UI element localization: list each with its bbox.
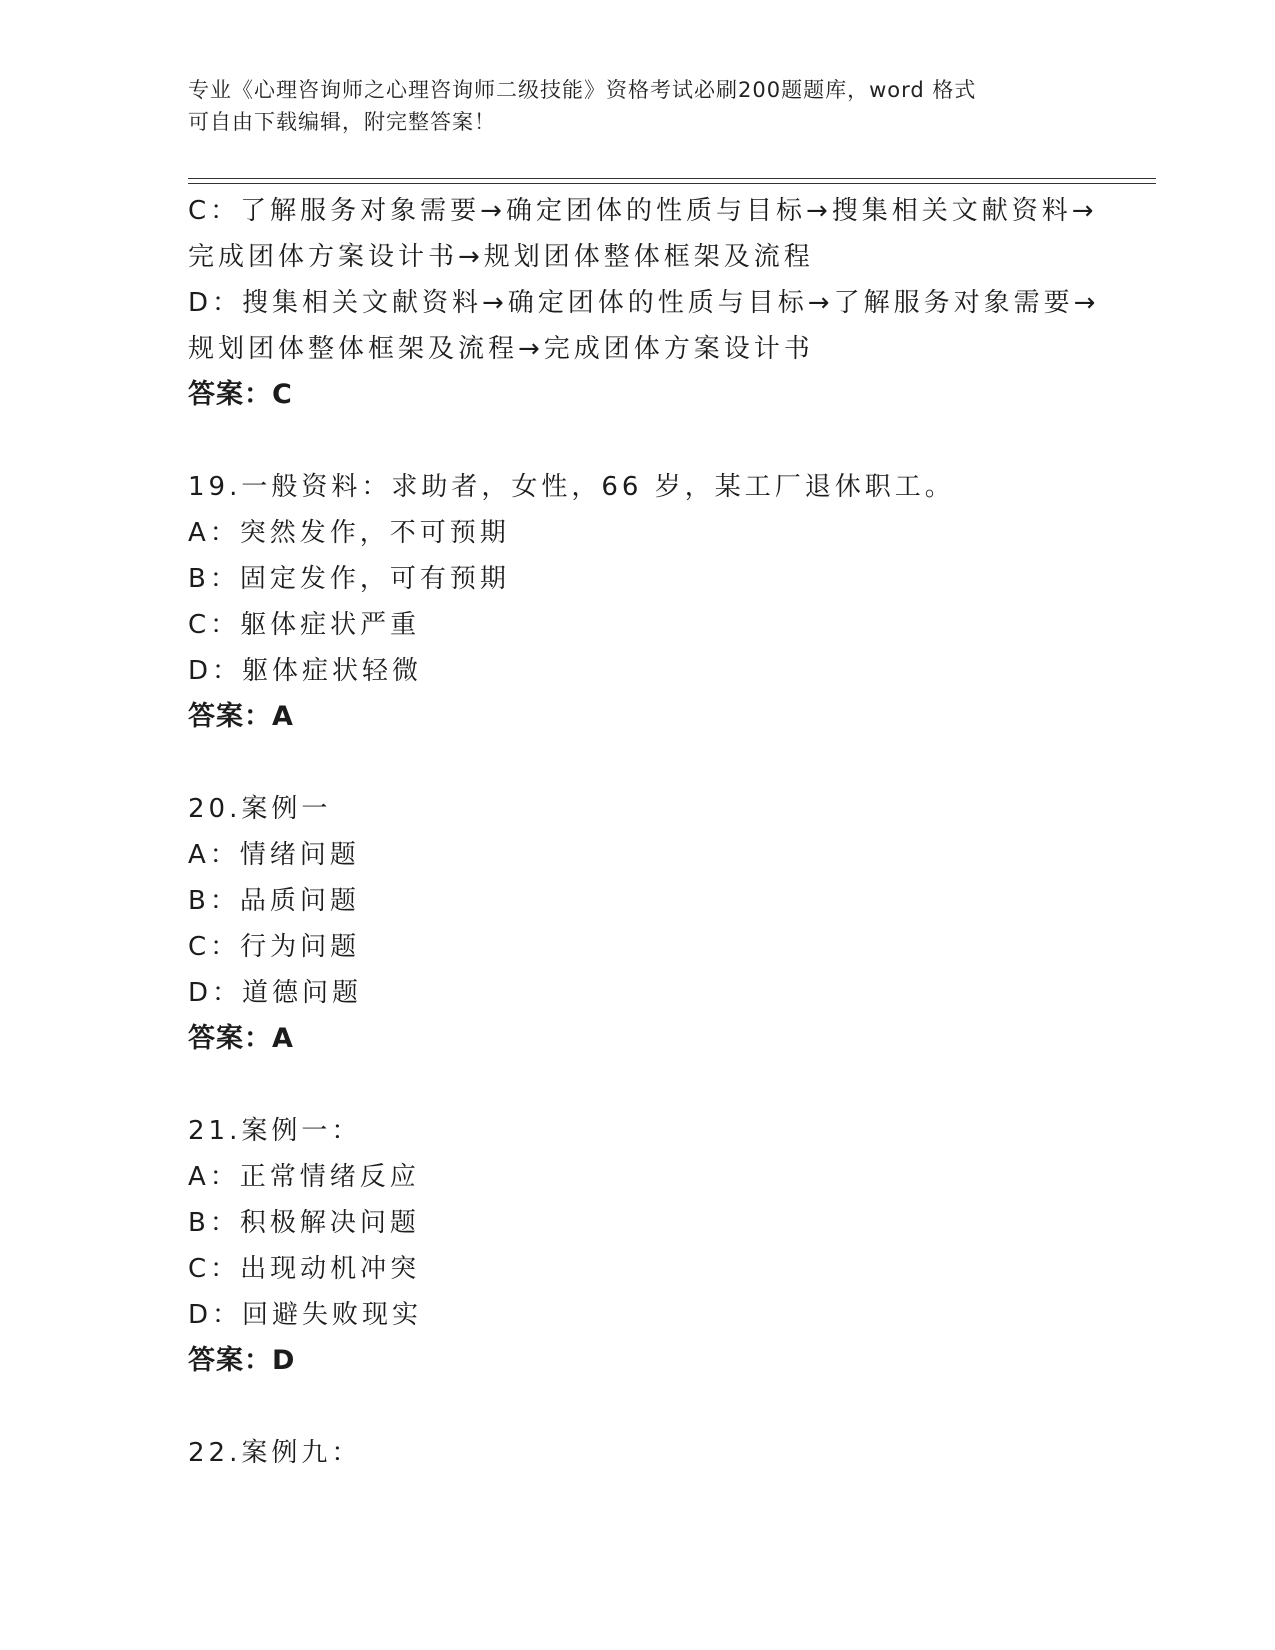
option-c: C：行为问题	[188, 932, 361, 962]
header-title-line-2: 可自由下载编辑，附完整答案！	[188, 110, 496, 134]
answer-label: 答案：C	[188, 379, 293, 410]
option-d-line-2: 规划团体整体框架及流程→完成团体方案设计书	[188, 334, 814, 364]
question-stem: 21.案例一：	[188, 1116, 362, 1146]
option-b: B：积极解决问题	[188, 1208, 420, 1238]
option-d: D：回避失败现实	[188, 1300, 423, 1330]
document-header	[188, 74, 1088, 138]
spacer	[188, 418, 1148, 464]
answer-label: 答案：A	[188, 1023, 294, 1054]
option-c-line-1: C：了解服务对象需要→确定团体的性质与目标→搜集相关文献资料→	[188, 196, 1098, 226]
question-22	[188, 1430, 1148, 1476]
question-19	[188, 464, 1148, 740]
header-title-line-1: 专业《心理咨询师之心理咨询师二级技能》资格考试必刷200题题库，word 格式	[188, 78, 977, 102]
option-b: B：固定发作，可有预期	[188, 564, 510, 594]
spacer	[188, 1384, 1148, 1430]
option-a: A：情绪问题	[188, 840, 360, 870]
option-c: C：躯体症状严重	[188, 610, 421, 640]
question-18-continued	[188, 188, 1148, 418]
question-20	[188, 786, 1148, 1062]
header-divider-top	[188, 178, 1156, 179]
option-b: B：品质问题	[188, 886, 360, 916]
option-d: D：躯体症状轻微	[188, 656, 423, 686]
answer-label: 答案：D	[188, 1345, 296, 1376]
option-a: A：突然发作，不可预期	[188, 518, 510, 548]
option-d: D：道德问题	[188, 978, 363, 1008]
question-stem: 19.一般资料：求助者，女性，66 岁，某工厂退休职工。	[188, 472, 955, 502]
option-c: C：出现动机冲突	[188, 1254, 421, 1284]
question-stem: 20.案例一	[188, 794, 332, 824]
option-c-line-2: 完成团体方案设计书→规划团体整体框架及流程	[188, 242, 814, 272]
spacer	[188, 1062, 1148, 1108]
option-d-line-1: D：搜集相关文献资料→确定团体的性质与目标→了解服务对象需要→	[188, 288, 1100, 318]
question-21	[188, 1108, 1148, 1384]
option-a: A：正常情绪反应	[188, 1162, 420, 1192]
question-content	[188, 188, 1148, 1476]
answer-label: 答案：A	[188, 701, 294, 732]
spacer	[188, 740, 1148, 786]
header-divider-bottom	[188, 183, 1156, 184]
question-stem: 22.案例九：	[188, 1438, 362, 1468]
